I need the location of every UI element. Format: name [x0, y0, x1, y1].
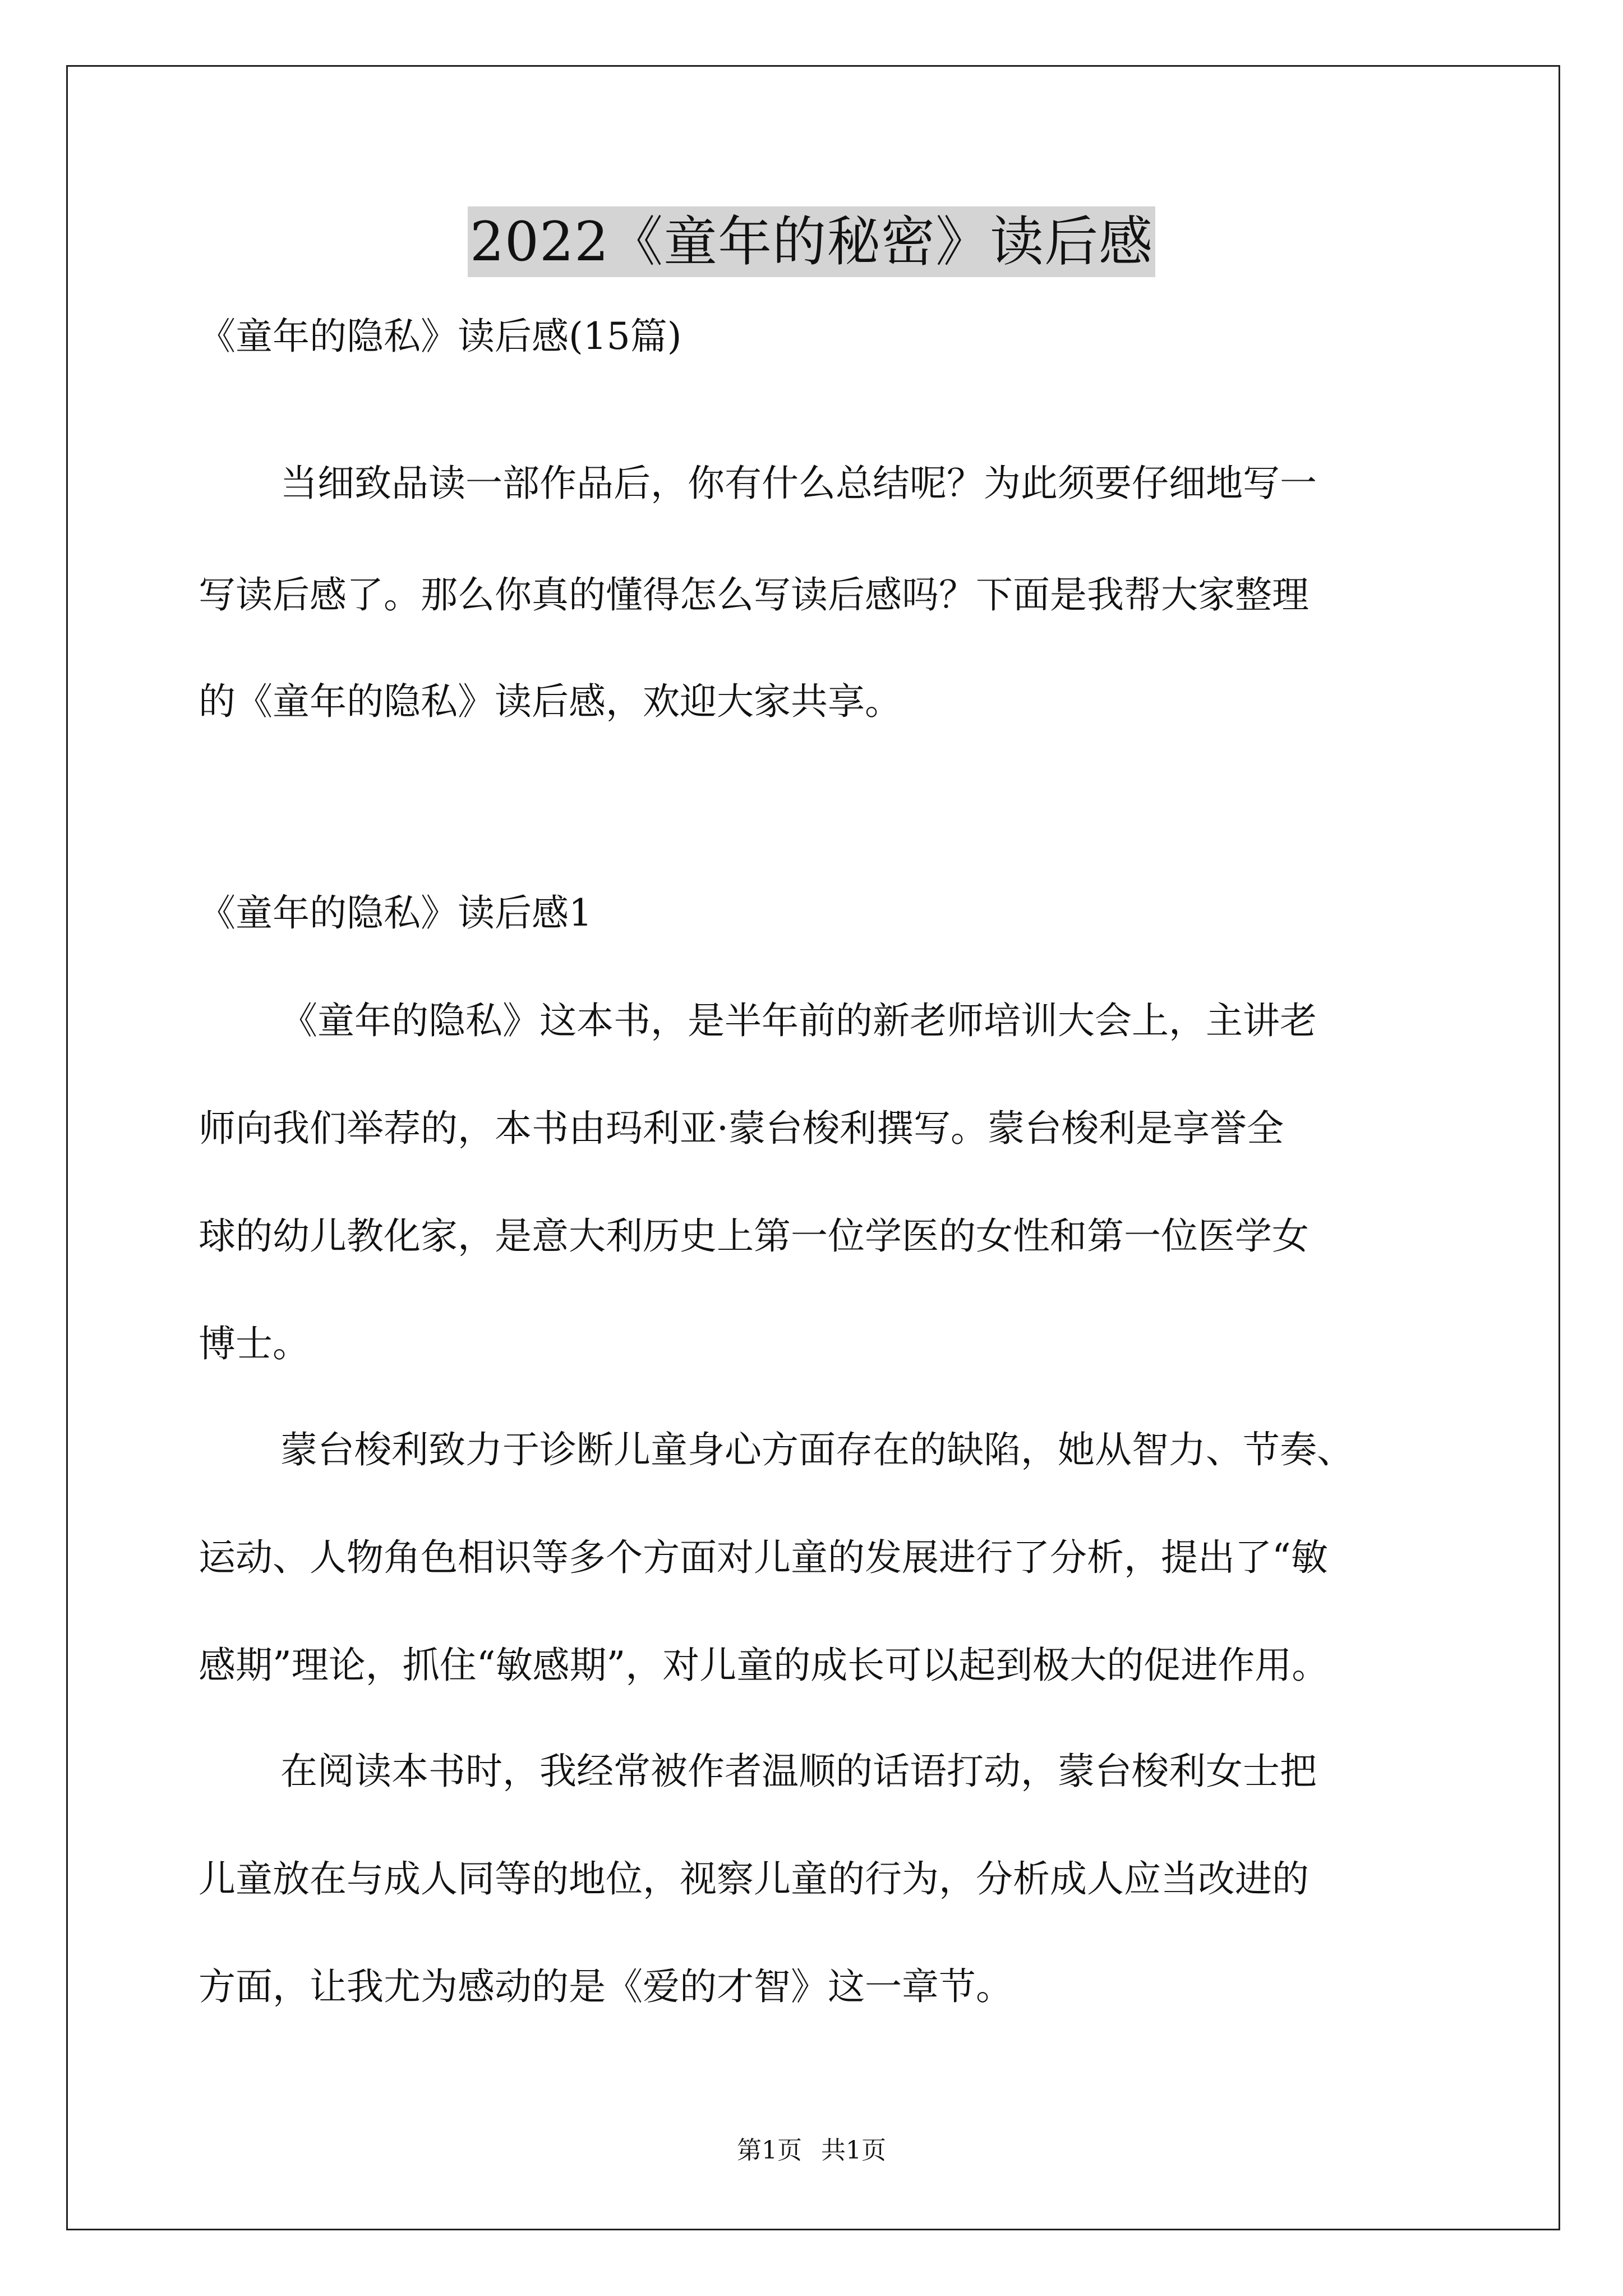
- intro-line: 当细致品读一部作品后，你有什么总结呢？为此须要仔细地写一: [280, 462, 1317, 505]
- title-container: [0, 206, 1623, 277]
- subtitle: 《童年的隐私》读后感(15篇): [199, 315, 682, 358]
- body-line: 师向我们举荐的，本书由玛利亚·蒙台梭利撰写。蒙台梭利是享誉全: [199, 1107, 1284, 1150]
- body-line: 运动、人物角色相识等多个方面对儿童的发展进行了分析，提出了“敏: [199, 1536, 1328, 1579]
- body-line: 儿童放在与成人同等的地位，视察儿童的行为，分析成人应当改进的: [199, 1857, 1309, 1901]
- body-line: 蒙台梭利致力于诊断儿童身心方面存在的缺陷，她从智力、节奏、: [280, 1428, 1354, 1471]
- page-footer: 第1页 共1页: [737, 2136, 886, 2165]
- body-line: 感期”理论，抓住“敏感期”，对儿童的成长可以起到极大的促进作用。: [199, 1644, 1329, 1687]
- document-title: 2022《童年的秘密》读后感: [468, 206, 1155, 277]
- body-line: 博士。: [199, 1322, 310, 1365]
- body-line: 球的幼儿教化家，是意大利历史上第一位学医的女性和第一位医学女: [199, 1214, 1309, 1258]
- body-line: 《童年的隐私》这本书，是半年前的新老师培训大会上，主讲老: [280, 999, 1317, 1042]
- section-heading: 《童年的隐私》读后感1: [199, 891, 592, 935]
- body-line: 方面，让我尤为感动的是《爱的才智》这一章节。: [199, 1965, 1013, 2008]
- intro-line: 写读后感了。那么你真的懂得怎么写读后感吗？下面是我帮大家整理: [199, 573, 1309, 616]
- intro-line: 的《童年的隐私》读后感，欢迎大家共享。: [199, 680, 902, 723]
- body-line: 在阅读本书时，我经常被作者温顺的话语打动，蒙台梭利女士把: [280, 1750, 1317, 1793]
